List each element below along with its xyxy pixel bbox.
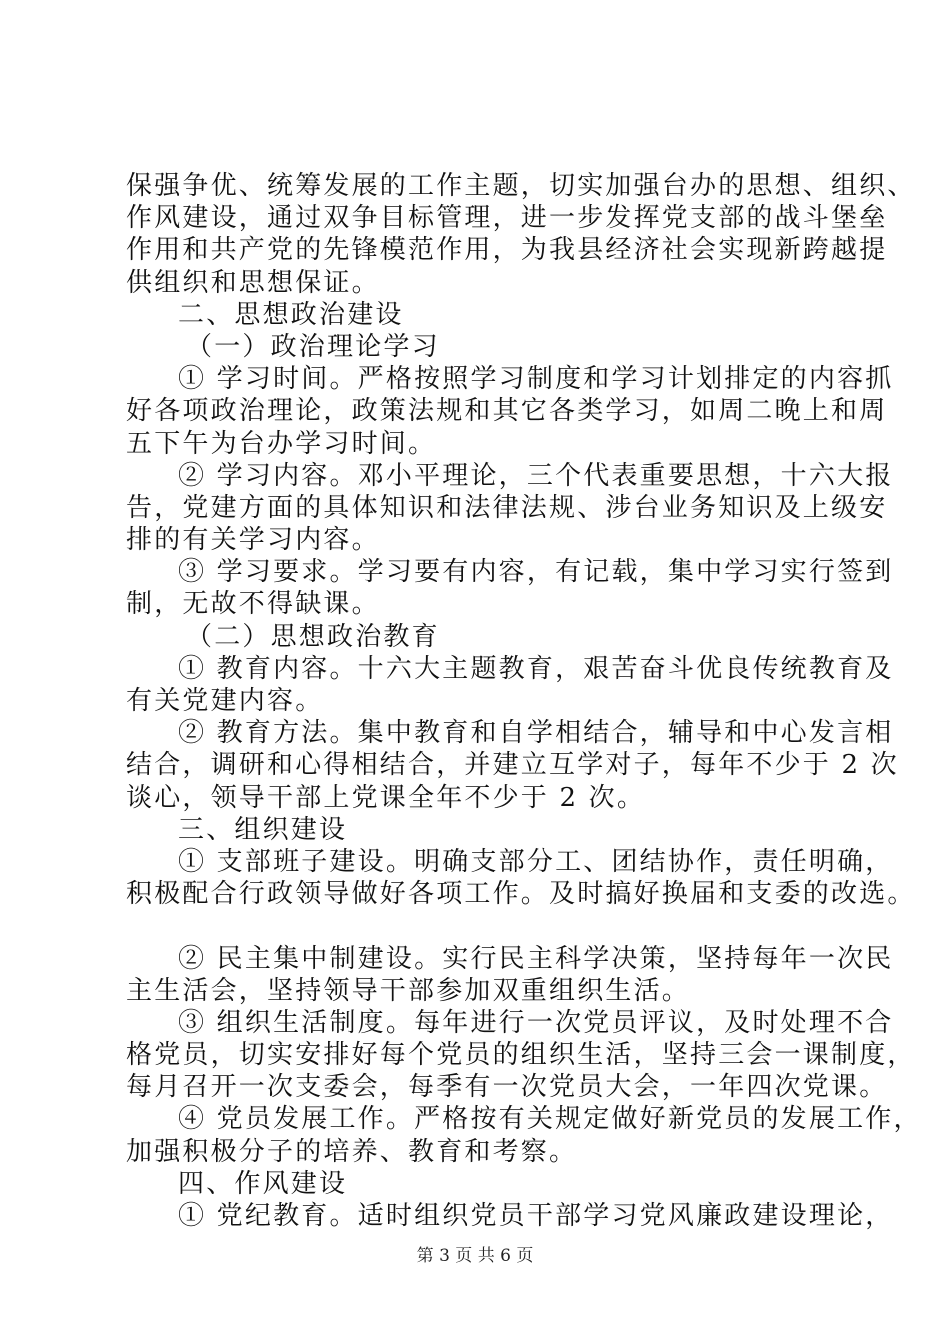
text-line: ④ 党员发展工作。严格按有关规定做好新党员的发展工作， — [178, 1104, 922, 1135]
subsection-heading: （二）思想政治教育 — [186, 621, 440, 652]
text-line: 谈心，领导干部上党课全年不少于 2 次。 — [126, 782, 646, 813]
text-line: 有关党建内容。 — [126, 686, 324, 716]
text-line: 结合，调研和心得相结合，并建立互学对子，每年不少于 2 次 — [126, 750, 899, 781]
section-heading: 三、组织建设 — [178, 814, 348, 845]
text-line: 好各项政治理论，政策法规和其它各类学习，如周二晚上和周 — [126, 396, 888, 427]
text-line: 每月召开一次支委会，每季有一次党员大会，一年四次党课。 — [126, 1072, 888, 1103]
text-line: ② 学习内容。邓小平理论，三个代表重要思想，十六大报 — [178, 460, 894, 491]
text-line: 制，无故不得缺课。 — [126, 589, 380, 620]
text-line: 加强积极分子的培养、教育和考察。 — [126, 1136, 578, 1167]
text-line: ② 教育方法。集中教育和自学相结合，辅导和中心发言相 — [178, 718, 894, 749]
text-line: ③ 学习要求。学习要有内容，有记载，集中学习实行签到 — [178, 557, 894, 588]
text-line: ① 教育内容。十六大主题教育，艰苦奋斗优良传统教育及 — [178, 653, 894, 684]
text-line: ① 学习时间。严格按照学习制度和学习计划排定的内容抓 — [178, 364, 894, 395]
blank-line — [126, 910, 846, 942]
text-line: ② 民主集中制建设。实行民主科学决策，坚持每年一次民 — [178, 943, 894, 974]
text-line: ③ 组织生活制度。每年进行一次党员评议，及时处理不合 — [178, 1007, 894, 1038]
document-body — [126, 170, 922, 1232]
text-line: ① 支部班子建设。明确支部分工、团结协作，责任明确， — [178, 846, 894, 877]
text-line: 保强争优、统筹发展的工作主题，切实加强台办的思想、组织、 — [126, 171, 916, 201]
text-line: 作风建设，通过双争目标管理，进一步发挥党支部的战斗堡垒 — [126, 203, 888, 234]
section-heading: 二、思想政治建设 — [178, 299, 404, 330]
text-line: 五下午为台办学习时间。 — [126, 428, 437, 459]
section-heading: 四、作风建设 — [178, 1168, 348, 1199]
text-line: 供组织和思想保证。 — [126, 267, 380, 298]
text-line: ① 党纪教育。适时组织党员干部学习党风廉政建设理论， — [178, 1201, 894, 1231]
text-line: 告，党建方面的具体知识和法律法规、涉台业务知识及上级安 — [126, 492, 888, 523]
page-number-footer: 第 3 页 共 6 页 — [416, 1246, 534, 1266]
subsection-heading: （一）政治理论学习 — [186, 331, 440, 362]
text-line: 格党员，切实安排好每个党员的组织生活，坚持三会一课制度， — [126, 1040, 916, 1071]
text-line: 排的有关学习内容。 — [126, 525, 380, 556]
text-line: 作用和共产党的先锋模范作用，为我县经济社会实现新跨越提 — [126, 235, 888, 266]
text-line: 主生活会，坚持领导干部参加双重组织生活。 — [126, 975, 691, 1006]
text-line: 积极配合行政领导做好各项工作。及时搞好换届和支委的改选。 — [126, 879, 916, 910]
